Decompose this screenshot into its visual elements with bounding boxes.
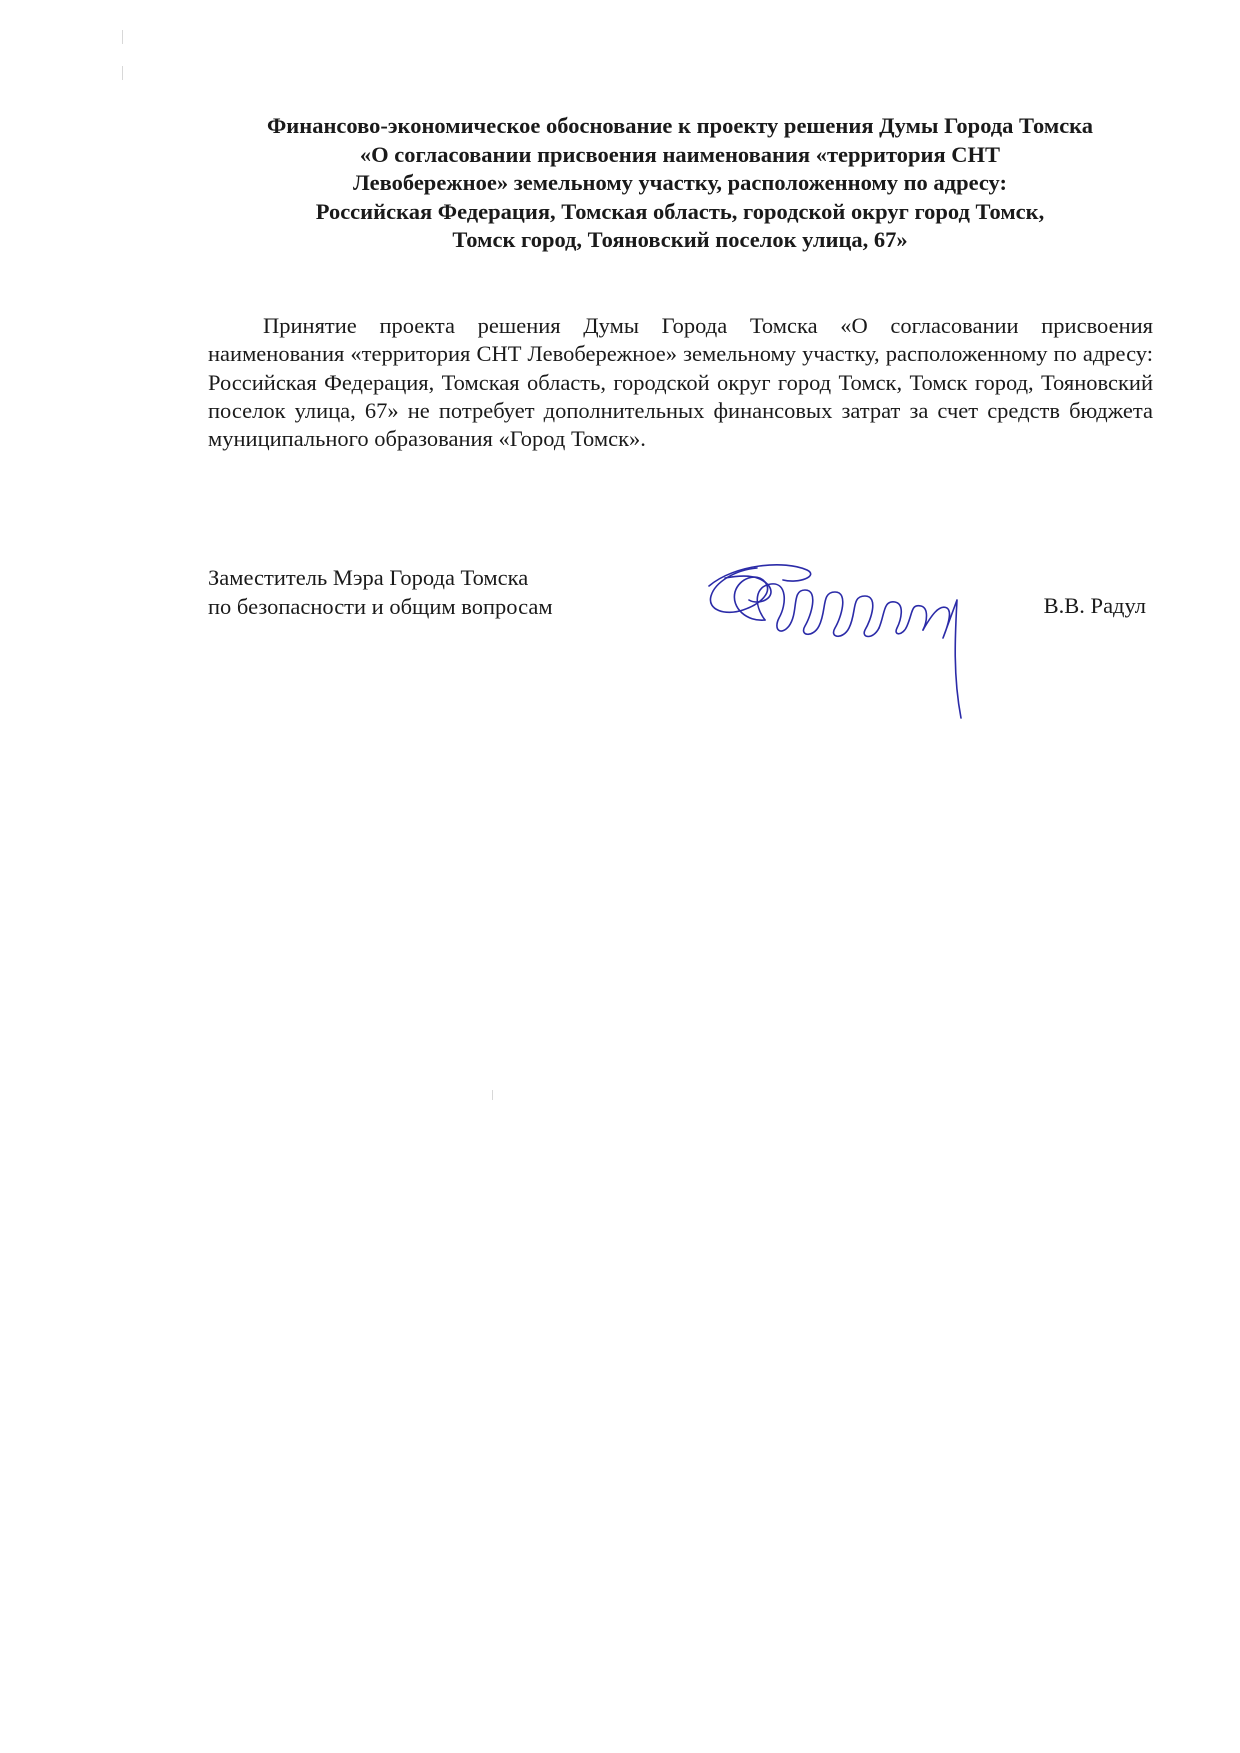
- signatory-name: В.В. Радул: [1043, 593, 1146, 618]
- body-paragraph: Принятие проекта решения Думы Города Томска «О согласовании присвоения наименования «территория СНТ Левобережное» земельному участку, расположенному по адресу: Российская Федерация, Томская область, городской округ город Томск, Томск город, Тояновский поселок улица, 67» не потребует дополнительных финансовых затрат за счет средств бюджета муниципального образования «Город Томск».: [208, 313, 1153, 452]
- signatory-position-line: по безопасности и общим вопросам: [208, 593, 553, 619]
- signature-block: [208, 564, 1160, 764]
- title-line: «О согласовании присвоения наименования «территория СНТ: [359, 141, 1001, 167]
- signature-stroke: [923, 600, 961, 718]
- scan-artifact-mark: [122, 66, 123, 80]
- title-line: Левобережное» земельному участку, расположенному по адресу:: [353, 170, 1007, 195]
- signatory-position: [208, 564, 553, 621]
- signatory-position-line: Заместитель Мэра Города Томска: [208, 565, 529, 590]
- scan-artifact-mark: [492, 1090, 493, 1100]
- signature-stroke: [757, 584, 879, 637]
- title-line: Российская Федерация, Томская область, городской округ город Томск,: [315, 198, 1045, 224]
- handwritten-signature: [695, 556, 995, 736]
- scan-artifact-mark: [122, 30, 123, 44]
- document-title: [200, 112, 1160, 255]
- title-line: Финансово-экономическое обоснование к проекту решения Думы Города Томска: [266, 113, 1094, 138]
- title-line: Томск город, Тояновский поселок улица, 67»: [452, 227, 908, 252]
- signature-stroke: [879, 602, 927, 634]
- signature-stroke: [709, 565, 811, 586]
